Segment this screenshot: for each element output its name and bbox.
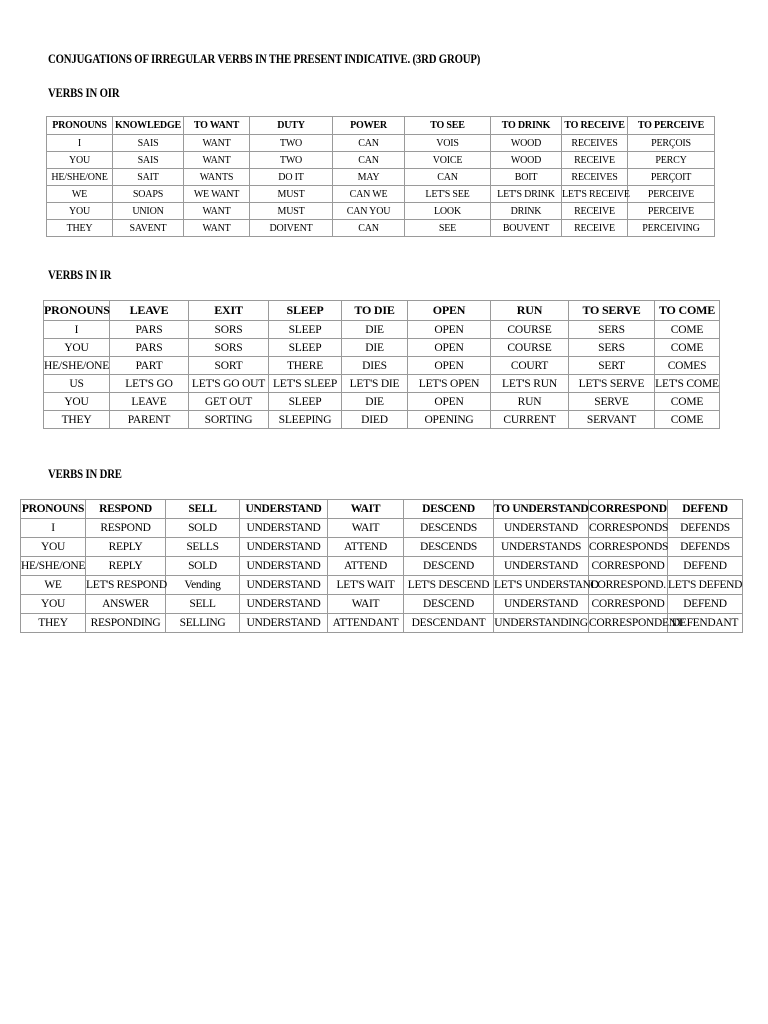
conjugation-cell: CAN YOU bbox=[333, 203, 405, 220]
conjugation-cell: SERS bbox=[569, 321, 655, 339]
table-row bbox=[44, 375, 720, 393]
table-row bbox=[47, 169, 715, 186]
conjugation-cell: UNDERSTAND bbox=[240, 576, 328, 595]
conjugation-cell: LET'S OPEN bbox=[408, 375, 491, 393]
column-header: TO WANT bbox=[184, 117, 250, 135]
column-header: UNDERSTAND bbox=[240, 500, 328, 519]
conjugation-cell: VOIS bbox=[405, 135, 491, 152]
table-row bbox=[21, 557, 743, 576]
conjugation-cell: SORS bbox=[189, 339, 269, 357]
table-row bbox=[44, 339, 720, 357]
conjugation-cell: UNDERSTANDS bbox=[494, 538, 589, 557]
conjugation-cell: PARS bbox=[110, 339, 189, 357]
conjugation-cell: LET'S UNDERSTAND bbox=[494, 576, 589, 595]
conjugation-cell: PERÇOIS bbox=[628, 135, 715, 152]
conjugation-cell: SLEEP bbox=[269, 321, 342, 339]
column-header: SLEEP bbox=[269, 301, 342, 321]
table-row bbox=[21, 576, 743, 595]
conjugation-cell: CORRESPONDS bbox=[589, 538, 668, 557]
conjugation-cell: WAIT bbox=[328, 519, 404, 538]
column-header: PRONOUNS bbox=[21, 500, 86, 519]
conjugation-cell: DESCENDS bbox=[404, 519, 494, 538]
pronoun-cell: THEY bbox=[21, 614, 86, 633]
section-heading-dre: VERBS IN DRE bbox=[48, 467, 122, 481]
conjugation-cell: SERVANT bbox=[569, 411, 655, 429]
conjugation-cell: CORRESPOND bbox=[589, 595, 668, 614]
conjugation-cell: PARS bbox=[110, 321, 189, 339]
conjugation-cell: UNDERSTAND bbox=[240, 557, 328, 576]
section-heading-oir: VERBS IN OIR bbox=[48, 86, 120, 100]
pronoun-cell: YOU bbox=[21, 538, 86, 557]
conjugation-cell: ATTEND bbox=[328, 557, 404, 576]
conjugation-cell: RESPONDING bbox=[86, 614, 166, 633]
pronoun-cell: I bbox=[21, 519, 86, 538]
conjugation-cell: SOLD bbox=[166, 557, 240, 576]
conjugation-cell: MAY bbox=[333, 169, 405, 186]
table-row bbox=[47, 203, 715, 220]
conjugation-cell: ANSWER bbox=[86, 595, 166, 614]
column-header: LEAVE bbox=[110, 301, 189, 321]
pronoun-cell: I bbox=[47, 135, 113, 152]
conjugation-cell: COME bbox=[655, 411, 720, 429]
column-header: EXIT bbox=[189, 301, 269, 321]
column-header: WAIT bbox=[328, 500, 404, 519]
conjugation-cell: SAIS bbox=[113, 152, 184, 169]
conjugation-cell: PERCEIVE bbox=[628, 203, 715, 220]
pronoun-cell: US bbox=[44, 375, 110, 393]
conjugation-cell: LET'S DIE bbox=[342, 375, 408, 393]
conjugation-cell: PARENT bbox=[110, 411, 189, 429]
conjugation-cell: SOAPS bbox=[113, 186, 184, 203]
conjugation-cell: CORRESPOND. bbox=[589, 576, 668, 595]
pronoun-cell: WE bbox=[21, 576, 86, 595]
conjugation-cell: RECEIVE bbox=[562, 152, 628, 169]
conjugation-cell: WANT bbox=[184, 203, 250, 220]
column-header: TO RECEIVE bbox=[562, 117, 628, 135]
conjugation-cell: LET'S DEFEND bbox=[668, 576, 743, 595]
conjugation-cell: DOIVENT bbox=[250, 220, 333, 237]
conjugation-cell: LET'S SLEEP bbox=[269, 375, 342, 393]
column-header: TO DRINK bbox=[491, 117, 562, 135]
conjugation-cell: RECEIVES bbox=[562, 135, 628, 152]
pronoun-cell: HE/SHE/ONE bbox=[21, 557, 86, 576]
conjugation-cell: REPLY bbox=[86, 538, 166, 557]
conjugation-cell: SERT bbox=[569, 357, 655, 375]
conjugation-cell: DEFENDS bbox=[668, 538, 743, 557]
conjugation-cell: DEFEND bbox=[668, 557, 743, 576]
pronoun-cell: HE/SHE/ONE bbox=[44, 357, 110, 375]
conjugation-cell: PERCEIVING bbox=[628, 220, 715, 237]
column-header: TO UNDERSTAND bbox=[494, 500, 589, 519]
pronoun-cell: YOU bbox=[44, 339, 110, 357]
conjugation-cell: LET'S RESPOND bbox=[86, 576, 166, 595]
conjugation-cell: DEFEND bbox=[668, 595, 743, 614]
conjugation-cell: LET'S GO bbox=[110, 375, 189, 393]
conjugation-cell: SELLING bbox=[166, 614, 240, 633]
conjugation-cell: OPEN bbox=[408, 393, 491, 411]
conjugation-cell: COMES bbox=[655, 357, 720, 375]
conjugation-cell: DESCEND bbox=[404, 557, 494, 576]
conjugation-cell: LET'S DESCEND bbox=[404, 576, 494, 595]
pronoun-cell: YOU bbox=[47, 203, 113, 220]
conjugation-cell: RECEIVE bbox=[562, 220, 628, 237]
conjugation-cell: MUST bbox=[250, 186, 333, 203]
table-row bbox=[47, 220, 715, 237]
table-row bbox=[47, 186, 715, 203]
conjugation-cell: LET'S GO OUT bbox=[189, 375, 269, 393]
conjugation-cell: CAN bbox=[333, 220, 405, 237]
conjugation-cell: SOLD bbox=[166, 519, 240, 538]
conjugation-cell: SLEEP bbox=[269, 393, 342, 411]
table-row bbox=[44, 357, 720, 375]
conjugation-cell: WANTS bbox=[184, 169, 250, 186]
conjugation-cell: LET'S RECEIVE bbox=[562, 186, 628, 203]
column-header: TO SERVE bbox=[569, 301, 655, 321]
conjugation-cell: DEFENDANT bbox=[668, 614, 743, 633]
conjugation-cell: DIE bbox=[342, 393, 408, 411]
conjugation-cell: THERE bbox=[269, 357, 342, 375]
conjugation-table-oir bbox=[46, 116, 715, 237]
conjugation-cell: SAVENT bbox=[113, 220, 184, 237]
pronoun-cell: YOU bbox=[47, 152, 113, 169]
column-header: DUTY bbox=[250, 117, 333, 135]
conjugation-cell: WANT bbox=[184, 220, 250, 237]
column-header: SELL bbox=[166, 500, 240, 519]
conjugation-cell: TWO bbox=[250, 135, 333, 152]
conjugation-cell: OPEN bbox=[408, 321, 491, 339]
conjugation-cell: DRINK bbox=[491, 203, 562, 220]
conjugation-cell: CURRENT bbox=[491, 411, 569, 429]
conjugation-cell: GET OUT bbox=[189, 393, 269, 411]
conjugation-cell: RUN bbox=[491, 393, 569, 411]
conjugation-cell: UNDERSTAND bbox=[240, 595, 328, 614]
conjugation-cell: CAN bbox=[333, 152, 405, 169]
conjugation-cell: LET'S DRINK bbox=[491, 186, 562, 203]
column-header: DEFEND bbox=[668, 500, 743, 519]
table-row bbox=[44, 321, 720, 339]
conjugation-cell: LET'S WAIT bbox=[328, 576, 404, 595]
table-row bbox=[47, 135, 715, 152]
conjugation-cell: PERÇOIT bbox=[628, 169, 715, 186]
pronoun-cell: HE/SHE/ONE bbox=[47, 169, 113, 186]
conjugation-cell: CORRESPONDENT bbox=[589, 614, 668, 633]
column-header: POWER bbox=[333, 117, 405, 135]
conjugation-cell: PERCEIVE bbox=[628, 186, 715, 203]
conjugation-cell: PART bbox=[110, 357, 189, 375]
column-header: PRONOUNS bbox=[47, 117, 113, 135]
conjugation-cell: SAIT bbox=[113, 169, 184, 186]
conjugation-cell: OPENING bbox=[408, 411, 491, 429]
conjugation-cell: CORRESPOND bbox=[589, 557, 668, 576]
conjugation-cell: UNDERSTAND bbox=[240, 519, 328, 538]
column-header: RESPOND bbox=[86, 500, 166, 519]
conjugation-cell: UNDERSTAND bbox=[494, 557, 589, 576]
conjugation-cell: DIE bbox=[342, 339, 408, 357]
column-header: DESCEND bbox=[404, 500, 494, 519]
conjugation-cell: SERS bbox=[569, 339, 655, 357]
pronoun-cell: THEY bbox=[44, 411, 110, 429]
column-header: OPEN bbox=[408, 301, 491, 321]
conjugation-cell: DESCEND bbox=[404, 595, 494, 614]
conjugation-cell: WOOD bbox=[491, 152, 562, 169]
conjugation-cell: ATTENDANT bbox=[328, 614, 404, 633]
conjugation-cell: DIES bbox=[342, 357, 408, 375]
conjugation-table-dre bbox=[20, 499, 743, 633]
conjugation-cell: SERVE bbox=[569, 393, 655, 411]
conjugation-cell: RECEIVES bbox=[562, 169, 628, 186]
conjugation-cell: REPLY bbox=[86, 557, 166, 576]
conjugation-cell: CORRESPONDS bbox=[589, 519, 668, 538]
conjugation-cell: CAN bbox=[333, 135, 405, 152]
conjugation-cell: LEAVE bbox=[110, 393, 189, 411]
header-row bbox=[21, 500, 743, 519]
column-header: TO DIE bbox=[342, 301, 408, 321]
column-header: RUN bbox=[491, 301, 569, 321]
conjugation-cell: SORTING bbox=[189, 411, 269, 429]
conjugation-cell: WANT bbox=[184, 135, 250, 152]
conjugation-cell: LET'S RUN bbox=[491, 375, 569, 393]
table-row bbox=[44, 411, 720, 429]
conjugation-cell: COURSE bbox=[491, 339, 569, 357]
conjugation-cell: WANT bbox=[184, 152, 250, 169]
table-row bbox=[47, 152, 715, 169]
conjugation-cell: TWO bbox=[250, 152, 333, 169]
pronoun-cell: YOU bbox=[21, 595, 86, 614]
conjugation-cell: WE WANT bbox=[184, 186, 250, 203]
conjugation-cell: COME bbox=[655, 393, 720, 411]
conjugation-cell: COME bbox=[655, 321, 720, 339]
conjugation-cell: COME bbox=[655, 339, 720, 357]
conjugation-cell: UNDERSTAND bbox=[240, 538, 328, 557]
conjugation-cell: SELLS bbox=[166, 538, 240, 557]
conjugation-cell: LET'S SEE bbox=[405, 186, 491, 203]
column-header: CORRESPOND bbox=[589, 500, 668, 519]
conjugation-table-ir bbox=[43, 300, 720, 429]
conjugation-cell: CAN bbox=[405, 169, 491, 186]
conjugation-cell: RECEIVE bbox=[562, 203, 628, 220]
conjugation-cell: UNDERSTAND bbox=[494, 595, 589, 614]
header-row bbox=[44, 301, 720, 321]
conjugation-cell: SLEEPING bbox=[269, 411, 342, 429]
column-header: TO COME bbox=[655, 301, 720, 321]
pronoun-cell: WE bbox=[47, 186, 113, 203]
conjugation-cell: LET'S SERVE bbox=[569, 375, 655, 393]
conjugation-cell: MUST bbox=[250, 203, 333, 220]
conjugation-cell: OPEN bbox=[408, 357, 491, 375]
table-row bbox=[44, 393, 720, 411]
conjugation-cell: WOOD bbox=[491, 135, 562, 152]
conjugation-cell: DESCENDS bbox=[404, 538, 494, 557]
conjugation-cell: COURSE bbox=[491, 321, 569, 339]
table-row bbox=[21, 538, 743, 557]
section-heading-ir: VERBS IN IR bbox=[48, 268, 112, 282]
conjugation-cell: ATTEND bbox=[328, 538, 404, 557]
conjugation-cell: LOOK bbox=[405, 203, 491, 220]
column-header: PRONOUNS bbox=[44, 301, 110, 321]
pronoun-cell: YOU bbox=[44, 393, 110, 411]
conjugation-cell: WAIT bbox=[328, 595, 404, 614]
table-row bbox=[21, 614, 743, 633]
column-header: KNOWLEDGE bbox=[113, 117, 184, 135]
conjugation-cell: DO IT bbox=[250, 169, 333, 186]
conjugation-cell: DIED bbox=[342, 411, 408, 429]
conjugation-cell: CAN WE bbox=[333, 186, 405, 203]
conjugation-cell: UNDERSTAND bbox=[240, 614, 328, 633]
pronoun-cell: I bbox=[44, 321, 110, 339]
conjugation-cell: PERCY bbox=[628, 152, 715, 169]
conjugation-cell: BOIT bbox=[491, 169, 562, 186]
column-header: TO SEE bbox=[405, 117, 491, 135]
conjugation-cell: Vending bbox=[166, 576, 240, 595]
conjugation-cell: DEFENDS bbox=[668, 519, 743, 538]
conjugation-cell: UNDERSTANDING bbox=[494, 614, 589, 633]
conjugation-cell: LET'S COME bbox=[655, 375, 720, 393]
conjugation-cell: SEE bbox=[405, 220, 491, 237]
conjugation-cell: BOUVENT bbox=[491, 220, 562, 237]
conjugation-cell: SAIS bbox=[113, 135, 184, 152]
column-header: TO PERCEIVE bbox=[628, 117, 715, 135]
conjugation-cell: SLEEP bbox=[269, 339, 342, 357]
conjugation-cell: SORT bbox=[189, 357, 269, 375]
table-row bbox=[21, 519, 743, 538]
conjugation-cell: UNION bbox=[113, 203, 184, 220]
conjugation-cell: DESCENDANT bbox=[404, 614, 494, 633]
conjugation-cell: RESPOND bbox=[86, 519, 166, 538]
pronoun-cell: THEY bbox=[47, 220, 113, 237]
conjugation-cell: COURT bbox=[491, 357, 569, 375]
header-row bbox=[47, 117, 715, 135]
conjugation-cell: DIE bbox=[342, 321, 408, 339]
conjugation-cell: SELL bbox=[166, 595, 240, 614]
document-title: CONJUGATIONS OF IRREGULAR VERBS IN THE PRESENT INDICATIVE. (3RD GROUP) bbox=[48, 52, 481, 66]
table-row bbox=[21, 595, 743, 614]
conjugation-cell: UNDERSTAND bbox=[494, 519, 589, 538]
conjugation-cell: VOICE bbox=[405, 152, 491, 169]
conjugation-cell: SORS bbox=[189, 321, 269, 339]
conjugation-cell: OPEN bbox=[408, 339, 491, 357]
